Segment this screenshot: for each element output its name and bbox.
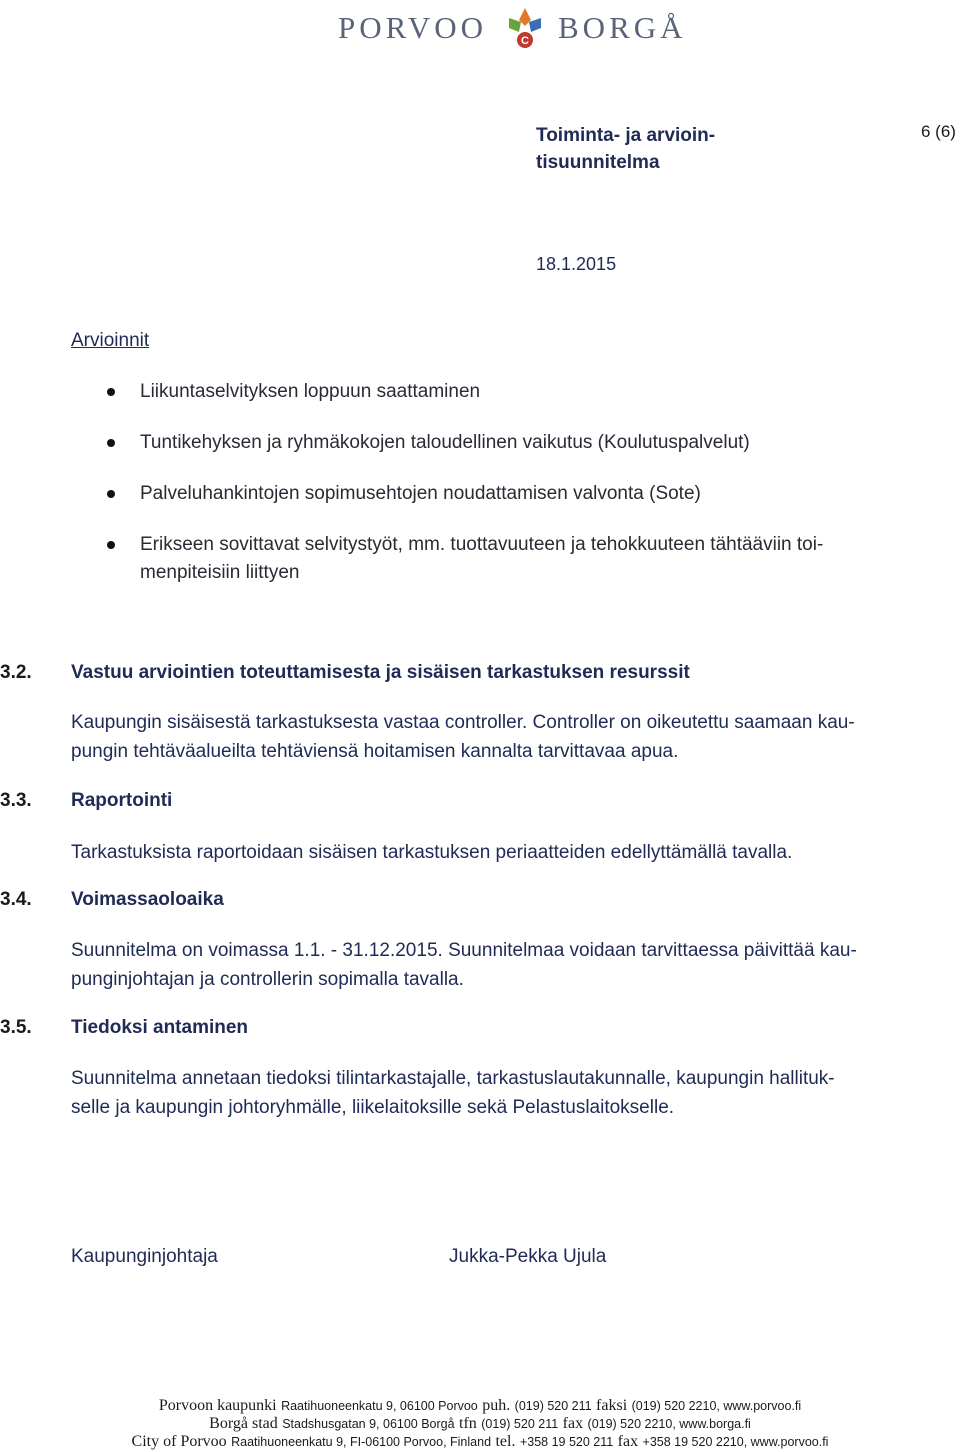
arvioinnit-list <box>105 378 925 610</box>
list-item: Tuntikehyksen ja ryhmäkokojen taloudellinen vaikutus (Koulutuspalvelut) <box>105 429 925 457</box>
bullet-icon <box>107 541 115 549</box>
footer-line-fi: Porvoon kaupunki Raatihuoneenkatu 9, 06100 Porvoo puh. (019) 520 211 faksi (019) 520 2210, www.porvoo.fi <box>158 1397 802 1414</box>
section-number: 3.5. <box>0 1017 32 1038</box>
bullet-icon <box>107 490 115 498</box>
bullet-icon <box>107 388 115 396</box>
arvioinnit-heading: Arvioinnit <box>71 330 150 351</box>
document-title <box>536 122 715 176</box>
logo-right-word: BORGÅ <box>558 10 687 45</box>
page-number: 6 (6) <box>921 122 956 141</box>
section-heading: Voimassaoloaika <box>71 889 224 910</box>
section-paragraph: Suunnitelma on voimassa 1.1. - 31.12.2015. Suunnitelmaa voidaan tarvittaessa päivittää kau- punginjohtajan ja controllerin sopimalla tavalla. <box>71 940 857 990</box>
list-item: Palveluhankintojen sopimusehtojen noudattamisen valvonta (Sote) <box>105 480 925 508</box>
section-heading: Tiedoksi antaminen <box>71 1017 249 1038</box>
section-heading: Raportointi <box>71 790 173 811</box>
logo-left-word: PORVOO <box>338 10 487 45</box>
document-date: 18.1.2015 <box>536 254 617 274</box>
porvoo-borga-logo <box>338 4 698 48</box>
document-title-line-1: Toiminta- ja arvioin- <box>536 125 716 146</box>
emblem-letter: C <box>521 35 529 47</box>
section-number: 3.2. <box>0 662 32 683</box>
list-item: Liikuntaselvityksen loppuun saattaminen <box>105 378 925 406</box>
section-number: 3.3. <box>0 790 32 811</box>
section-number: 3.4. <box>0 889 32 910</box>
list-item: Erikseen sovittavat selvitystyöt, mm. tuottavuuteen ja tehokkuuteen tähtääviin toi- menpiteisiin liittyen <box>105 531 925 587</box>
section-paragraph: Tarkastuksista raportoidaan sisäisen tarkastuksen periaatteiden edellyttämällä tavalla. <box>71 842 793 863</box>
bullet-icon <box>107 439 115 447</box>
footer-line-en: City of Porvoo Raatihuoneenkatu 9, FI-06100 Porvoo, Finland tel. +358 19 520 211 fax +358 19 520 2210, www.porvoo.fi <box>131 1433 829 1450</box>
section-paragraph: Kaupungin sisäisestä tarkastuksesta vastaa controller. Controller on oikeutettu saamaan kau- pungin tehtäväalueilta tehtäviensä hoitamisen kannalta tarvittavaa apua. <box>71 712 855 762</box>
section-paragraph: Suunnitelma annetaan tiedoksi tilintarkastajalle, tarkastuslautakunnalle, kaupungin hallituk- selle ja kaupungin johtoryhmälle, liikelaitoksille sekä Pelastuslaitokselle. <box>71 1068 835 1118</box>
document-title-line-2: tisuunnitelma <box>536 152 660 173</box>
section-heading: Vastuu arviointien toteuttamisesta ja sisäisen tarkastuksen resurssit <box>71 662 690 683</box>
signature-role: Kaupunginjohtaja <box>71 1246 218 1267</box>
city-emblem-icon <box>501 4 549 52</box>
footer-line-sv: Borgå stad Stadshusgatan 9, 06100 Borgå tfn (019) 520 211 fax (019) 520 2210, www.borga.fi <box>209 1415 751 1432</box>
signature-name: Jukka-Pekka Ujula <box>449 1246 607 1267</box>
